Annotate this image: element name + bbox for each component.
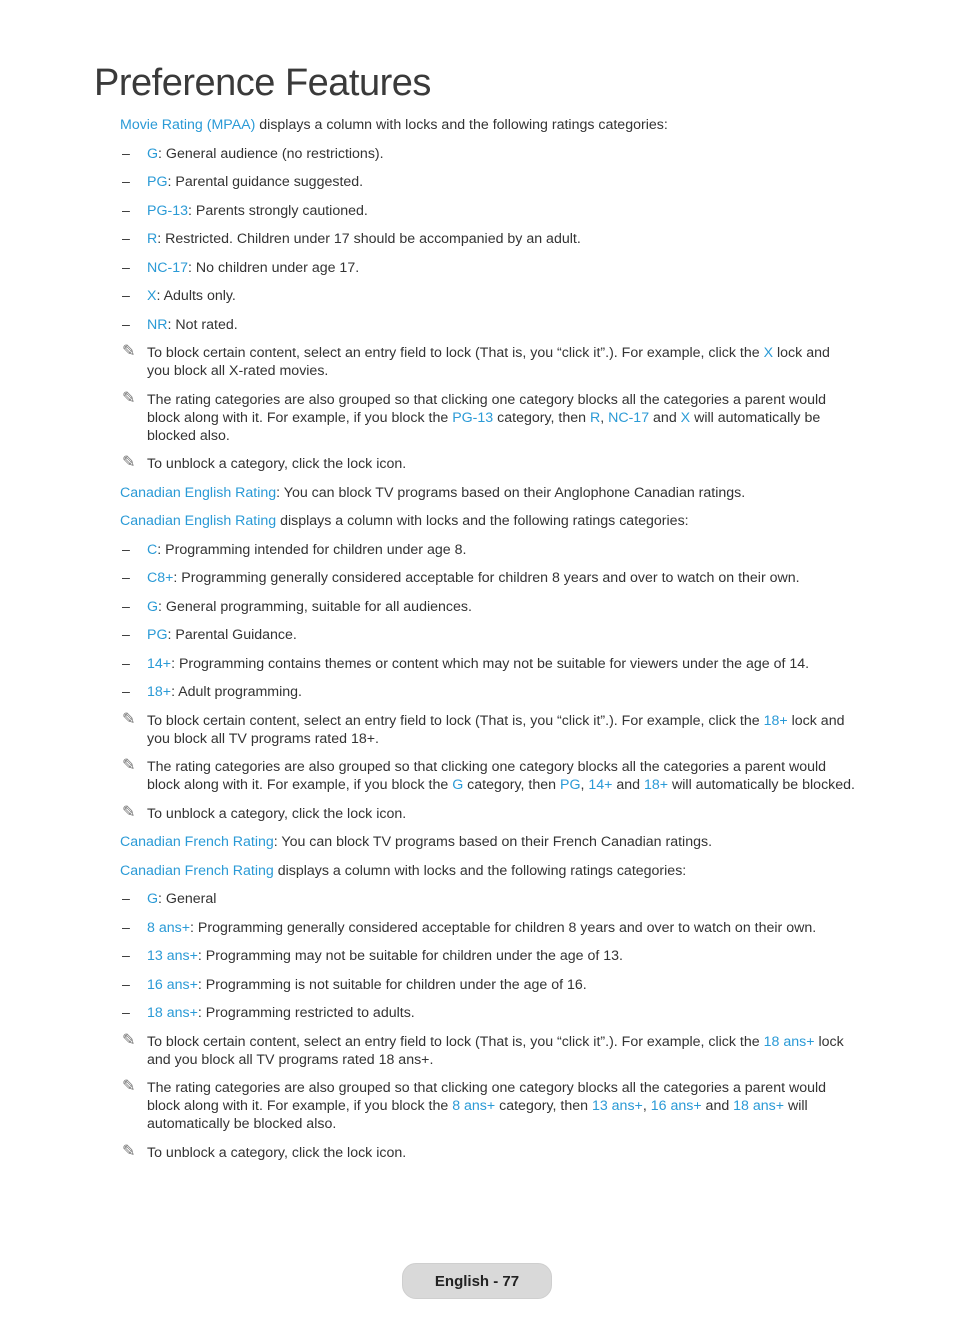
pencil-note-icon: ✎ — [122, 389, 136, 407]
paragraph — [120, 116, 855, 134]
highlighted-term: X — [680, 409, 691, 426]
list-item — [120, 230, 855, 248]
highlighted-term: Canadian English Rating — [120, 513, 277, 529]
body-text: : Programming generally considered acceptable for children 8 years and over to watch on their own. — [190, 919, 817, 936]
list-item — [120, 919, 855, 937]
highlighted-term: 16 ans+ — [147, 976, 198, 993]
dash-bullet: – — [122, 976, 130, 993]
body-text: category, then — [493, 409, 590, 426]
dash-bullet: – — [122, 174, 130, 190]
body-text: : Parental guidance suggested. — [167, 174, 364, 190]
body-text: To block certain content, select an entry field to lock (That is, you “click it”.). For example, click the — [147, 1033, 764, 1050]
body-text: : Programming restricted to adults. — [197, 1005, 415, 1021]
body-text: : Parents strongly cautioned. — [188, 202, 368, 219]
body-text: , — [642, 1098, 651, 1114]
body-text: category, then — [495, 1098, 592, 1114]
highlighted-term: 13 ans+ — [147, 948, 198, 964]
highlighted-term: PG — [147, 174, 168, 190]
body-text: : Not rated. — [167, 316, 238, 333]
list-item — [120, 1004, 855, 1022]
dash-bullet: – — [122, 627, 130, 643]
body-text: : Programming is not suitable for children under the age of 16. — [197, 976, 587, 993]
list-item — [120, 541, 855, 559]
highlighted-term: PG-13 — [452, 409, 494, 426]
list-item — [120, 316, 855, 334]
paragraph — [120, 833, 855, 851]
highlighted-term: G — [452, 777, 464, 793]
highlighted-term: X — [763, 345, 774, 361]
dash-bullet: – — [122, 1005, 130, 1021]
body-text: To unblock a category, click the lock icon. — [147, 805, 407, 822]
highlighted-term: 18 ans+ — [733, 1098, 785, 1114]
highlighted-term: Canadian French Rating — [120, 834, 274, 850]
highlighted-term: 18+ — [644, 777, 669, 793]
page-title: Preference Features — [94, 62, 431, 104]
body-text: To block certain content, select an entry field to lock (That is, you “click it”.). For example, click the — [147, 345, 764, 361]
dash-bullet: – — [122, 231, 130, 247]
highlighted-term: 8 ans+ — [147, 919, 190, 936]
highlighted-term: Movie Rating (MPAA) — [120, 117, 256, 133]
body-text: will automatically be blocked also. — [147, 1098, 808, 1132]
dash-bullet: – — [122, 598, 130, 615]
highlighted-term: G — [147, 598, 159, 615]
note — [120, 455, 855, 473]
body-text: lock and you block all TV programs rated 18+. — [147, 712, 845, 747]
highlighted-term: G — [147, 891, 159, 907]
dash-bullet: – — [122, 655, 130, 672]
note — [120, 344, 855, 380]
body-text: , — [600, 409, 609, 426]
list-item — [120, 683, 855, 701]
dash-bullet: – — [122, 919, 130, 936]
body-text: will automatically be blocked. — [668, 777, 855, 793]
highlighted-term: 18+ — [147, 684, 172, 700]
pencil-note-icon: ✎ — [122, 1078, 136, 1095]
body-text: , — [580, 777, 589, 793]
body-text: : Adult programming. — [171, 684, 302, 700]
body-text: displays a column with locks and the following ratings categories: — [276, 513, 689, 529]
note — [120, 1144, 855, 1162]
dash-bullet: – — [122, 202, 130, 219]
page-number-badge: English - 77 — [402, 1263, 552, 1299]
body-text: and — [612, 777, 645, 793]
highlighted-term: NC-17 — [147, 259, 188, 276]
highlighted-term: PG — [147, 627, 168, 643]
pencil-note-icon: ✎ — [122, 803, 136, 821]
body-text: : Adults only. — [156, 288, 236, 304]
body-text: : Programming may not be suitable for children under the age of 13. — [197, 948, 623, 964]
body-text: lock and you block all X-rated movies. — [147, 345, 830, 379]
pencil-note-icon: ✎ — [122, 343, 136, 360]
pencil-note-icon: ✎ — [122, 710, 136, 728]
dash-bullet: – — [122, 316, 130, 333]
dash-bullet: – — [122, 288, 130, 304]
note — [120, 391, 855, 445]
highlighted-term: Canadian English Rating — [120, 484, 277, 501]
highlighted-term: 18 ans+ — [147, 1005, 198, 1021]
highlighted-term: C8+ — [147, 570, 174, 586]
list-item — [120, 655, 855, 673]
pencil-note-icon: ✎ — [122, 1142, 136, 1160]
body-text: and — [649, 409, 681, 426]
body-text: : You can block TV programs based on their Anglophone Canadian ratings. — [276, 484, 746, 501]
dash-bullet: – — [122, 948, 130, 964]
note — [120, 1079, 855, 1133]
body-text: : General audience (no restrictions). — [158, 145, 384, 162]
list-item — [120, 626, 855, 644]
highlighted-term: PG-13 — [147, 202, 189, 219]
body-text: : Programming generally considered acceptable for children 8 years and over to watch on their own. — [173, 570, 800, 586]
highlighted-term: 18 ans+ — [763, 1033, 815, 1050]
highlighted-term: 16 ans+ — [650, 1098, 702, 1114]
body-text: : Restricted. Children under 17 should be accompanied by an adult. — [157, 231, 581, 247]
note — [120, 758, 855, 794]
dash-bullet: – — [122, 145, 130, 162]
highlighted-term: NC-17 — [608, 409, 650, 426]
highlighted-term: 8 ans+ — [452, 1098, 496, 1114]
manual-content — [120, 116, 855, 1172]
body-text: To unblock a category, click the lock icon. — [147, 1144, 407, 1161]
body-text: The rating categories are also grouped so that clicking one category blocks all the categories a parent would block along with it. For example, if you block the — [147, 759, 827, 793]
note — [120, 712, 855, 748]
body-text: : Programming contains themes or content which may not be suitable for viewers under the age of 14. — [171, 655, 810, 672]
dash-bullet: – — [122, 684, 130, 700]
body-text: : General — [158, 891, 217, 907]
dash-bullet: – — [122, 259, 130, 276]
highlighted-term: R — [147, 231, 158, 247]
list-item — [120, 569, 855, 587]
body-text: To unblock a category, click the lock icon. — [147, 456, 407, 472]
pencil-note-icon: ✎ — [122, 1031, 136, 1049]
highlighted-term: 14+ — [588, 777, 613, 793]
highlighted-term: R — [589, 409, 601, 426]
list-item — [120, 287, 855, 305]
highlighted-term: Canadian French Rating — [120, 862, 274, 879]
body-text: : General programming, suitable for all audiences. — [158, 598, 472, 615]
pencil-note-icon: ✎ — [122, 757, 136, 774]
body-text: The rating categories are also grouped so that clicking one category blocks all the categories a parent would block along with it. For example, if you block the — [147, 1080, 827, 1114]
body-text: : You can block TV programs based on their French Canadian ratings. — [273, 834, 713, 850]
list-item — [120, 976, 855, 994]
pencil-note-icon: ✎ — [122, 454, 136, 471]
highlighted-term: X — [147, 288, 157, 304]
highlighted-term: PG — [559, 777, 581, 793]
body-text: displays a column with locks and the following ratings categories: — [255, 117, 668, 133]
body-text: will automatically be blocked also. — [147, 409, 821, 444]
list-item — [120, 259, 855, 277]
list-item — [120, 202, 855, 220]
body-text: The rating categories are also grouped so that clicking one category blocks all the categories a parent would block along with it. For example, if you block the — [147, 391, 827, 426]
dash-bullet: – — [122, 541, 130, 558]
body-text: lock and you block all TV programs rated 18 ans+. — [147, 1033, 844, 1068]
dash-bullet: – — [122, 570, 130, 586]
body-text: category, then — [463, 777, 560, 793]
dash-bullet: – — [122, 891, 130, 907]
list-item — [120, 173, 855, 191]
list-item — [120, 145, 855, 163]
highlighted-term: 14+ — [147, 655, 172, 672]
highlighted-term: G — [147, 145, 159, 162]
paragraph — [120, 512, 855, 530]
highlighted-term: 18+ — [763, 712, 788, 729]
list-item — [120, 947, 855, 965]
body-text: To block certain content, select an entry field to lock (That is, you “click it”.). For example, click the — [147, 712, 764, 729]
highlighted-term: C — [147, 541, 158, 558]
body-text: : Programming intended for children under age 8. — [157, 541, 467, 558]
body-text: : No children under age 17. — [188, 259, 360, 276]
body-text: and — [701, 1098, 734, 1114]
body-text: : Parental Guidance. — [167, 627, 297, 643]
paragraph — [120, 484, 855, 502]
body-text: displays a column with locks and the following ratings categories: — [273, 862, 687, 879]
paragraph — [120, 862, 855, 880]
highlighted-term: NR — [147, 316, 168, 333]
list-item — [120, 890, 855, 908]
note — [120, 1033, 855, 1069]
highlighted-term: 13 ans+ — [591, 1098, 643, 1114]
note — [120, 805, 855, 823]
list-item — [120, 598, 855, 616]
